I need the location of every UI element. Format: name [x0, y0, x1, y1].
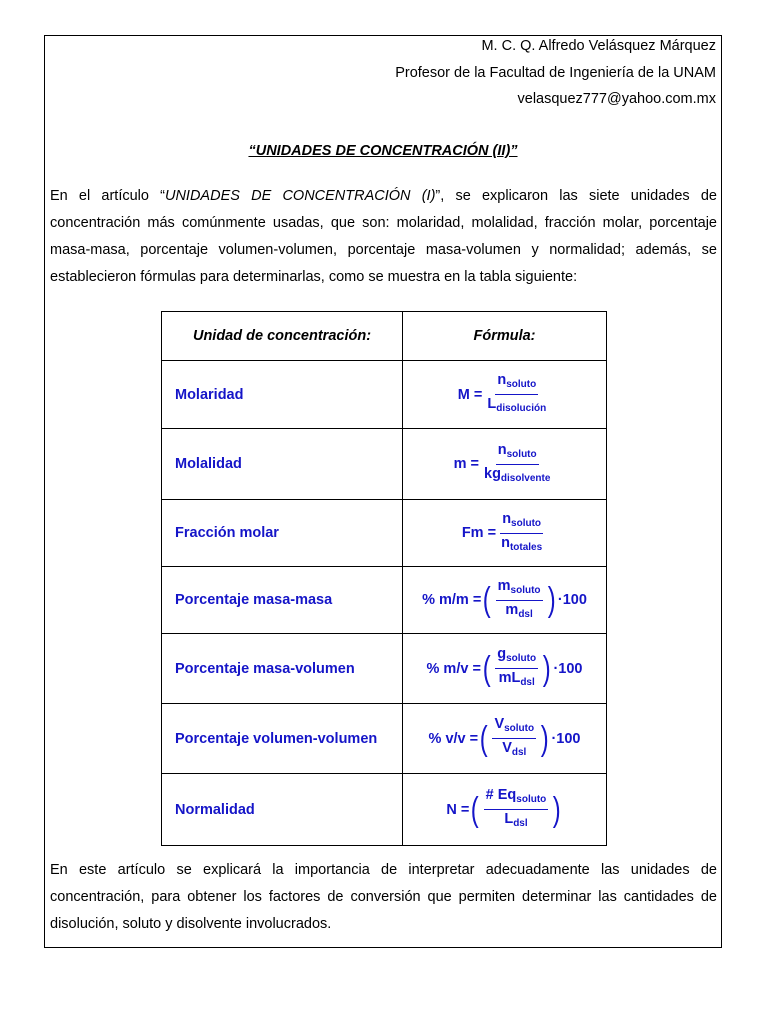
formula [422, 578, 587, 623]
formula-lhs: % m/m = [422, 592, 482, 608]
author-email[interactable]: velasquez777@yahoo.com.mx [517, 91, 716, 107]
left-paren: ( [479, 719, 488, 758]
table-row [162, 567, 607, 634]
table-row [162, 361, 607, 429]
concentration-table [161, 311, 607, 846]
table-row [162, 429, 607, 500]
right-paren: ) [547, 581, 556, 619]
formula-lhs: M = [457, 386, 483, 403]
numerator: # $Eq_{soluto}$ [484, 787, 549, 810]
formula [462, 511, 547, 556]
outro-line-3: disolución, soluto y disolvente involucrados. [50, 916, 332, 932]
formula-cell [403, 500, 607, 567]
denominator: $n_{totales}$ [501, 534, 543, 553]
fraction [485, 372, 548, 417]
formula [429, 716, 581, 761]
unit-name: Molalidad [162, 429, 403, 500]
formula-cell [403, 567, 607, 634]
factor: ·100 [557, 592, 587, 608]
right-paren: ) [552, 790, 561, 829]
formula [446, 787, 562, 832]
right-paren: ) [540, 719, 549, 758]
table-row [162, 774, 607, 846]
header-unit: Unidad de concentración: [162, 312, 403, 361]
denominator: $mL_{dsl}$ [498, 670, 535, 688]
unit-name: Molaridad [162, 361, 403, 429]
formula-lhs: Fm = [461, 525, 497, 541]
formula-cell [403, 361, 607, 429]
formula [454, 442, 556, 487]
fraction [492, 716, 536, 761]
formula [458, 372, 551, 417]
left-paren: ( [471, 790, 479, 829]
formula-lhs: N = [446, 801, 470, 818]
intro-line-1: En el artículo “UNIDADES DE CONCENTRACIÓN (I)”, se explicaron las siete unidades de [50, 188, 717, 204]
header-formula: Fórmula: [403, 312, 607, 361]
formula-cell [403, 704, 607, 774]
factor: ·100 [551, 730, 581, 747]
unit-name: Fracción molar [162, 500, 403, 567]
table-header-row [162, 312, 607, 361]
denominator: $V_{dsl}$ [502, 740, 527, 758]
denominator: $m_{dsl}$ [505, 601, 533, 620]
formula [427, 646, 583, 691]
formula-lhs: % v/v = [428, 730, 479, 747]
numerator: $n_{soluto}$ [496, 442, 539, 465]
fraction [482, 442, 552, 487]
numerator: $V_{soluto}$ [492, 716, 536, 739]
outro-paragraph [50, 857, 717, 938]
numerator: $n_{soluto}$ [500, 511, 543, 534]
left-paren: ( [483, 581, 491, 619]
unit-name: Normalidad [162, 774, 403, 846]
intro-line-4: establecieron fórmulas para determinarlas, como se muestra en la tabla siguiente: [50, 269, 578, 285]
numerator: $n_{soluto}$ [495, 372, 538, 395]
denominator: $kg_{disolvente}$ [484, 465, 551, 484]
unit-name: Porcentaje volumen-volumen [162, 704, 403, 774]
formula-cell [403, 634, 607, 704]
right-paren: ) [542, 649, 551, 688]
formula-cell [403, 774, 607, 846]
denominator: $L_{dsl}$ [504, 811, 528, 829]
unit-name: Porcentaje masa-masa [162, 567, 403, 634]
table-body [162, 361, 607, 846]
formula-lhs: % m/v = [426, 660, 481, 677]
table-row [162, 500, 607, 567]
denominator: $L_{disolución}$ [487, 396, 547, 414]
fraction [496, 578, 543, 623]
fraction [495, 646, 538, 691]
table-row [162, 704, 607, 774]
numerator: $m_{soluto}$ [496, 578, 543, 601]
left-paren: ( [482, 649, 491, 688]
referenced-article: UNIDADES DE CONCENTRACIÓN (I) [164, 188, 436, 204]
numerator: $g_{soluto}$ [495, 646, 538, 669]
factor: ·100 [553, 660, 583, 677]
unit-name: Porcentaje masa-volumen [162, 634, 403, 704]
formula-lhs: m = [453, 456, 479, 472]
intro-line-2: concentración más comúnmente usadas, que son: molaridad, molalidad, fracción molar, porcentaje [50, 215, 717, 231]
intro-paragraph [50, 183, 717, 291]
outro-line-2: concentración, para obtener los factores de conversión que permiten determinar las cantidades de [50, 889, 717, 905]
formula-cell [403, 429, 607, 500]
fraction [499, 511, 544, 556]
table-row [162, 634, 607, 704]
intro-line-3: masa-masa, porcentaje volumen-volumen, porcentaje masa-volumen y normalidad; además, se [50, 242, 717, 258]
fraction [484, 787, 549, 832]
author-name: M. C. Q. Alfredo Velásquez Márquez [481, 38, 716, 54]
author-position: Profesor de la Facultad de Ingeniería de la UNAM [395, 65, 716, 81]
outro-line-1: En este artículo se explicará la importancia de interpretar adecuadamente las unidades de [50, 862, 717, 878]
article-title: “UNIDADES DE CONCENTRACIÓN (II)” [248, 143, 518, 159]
